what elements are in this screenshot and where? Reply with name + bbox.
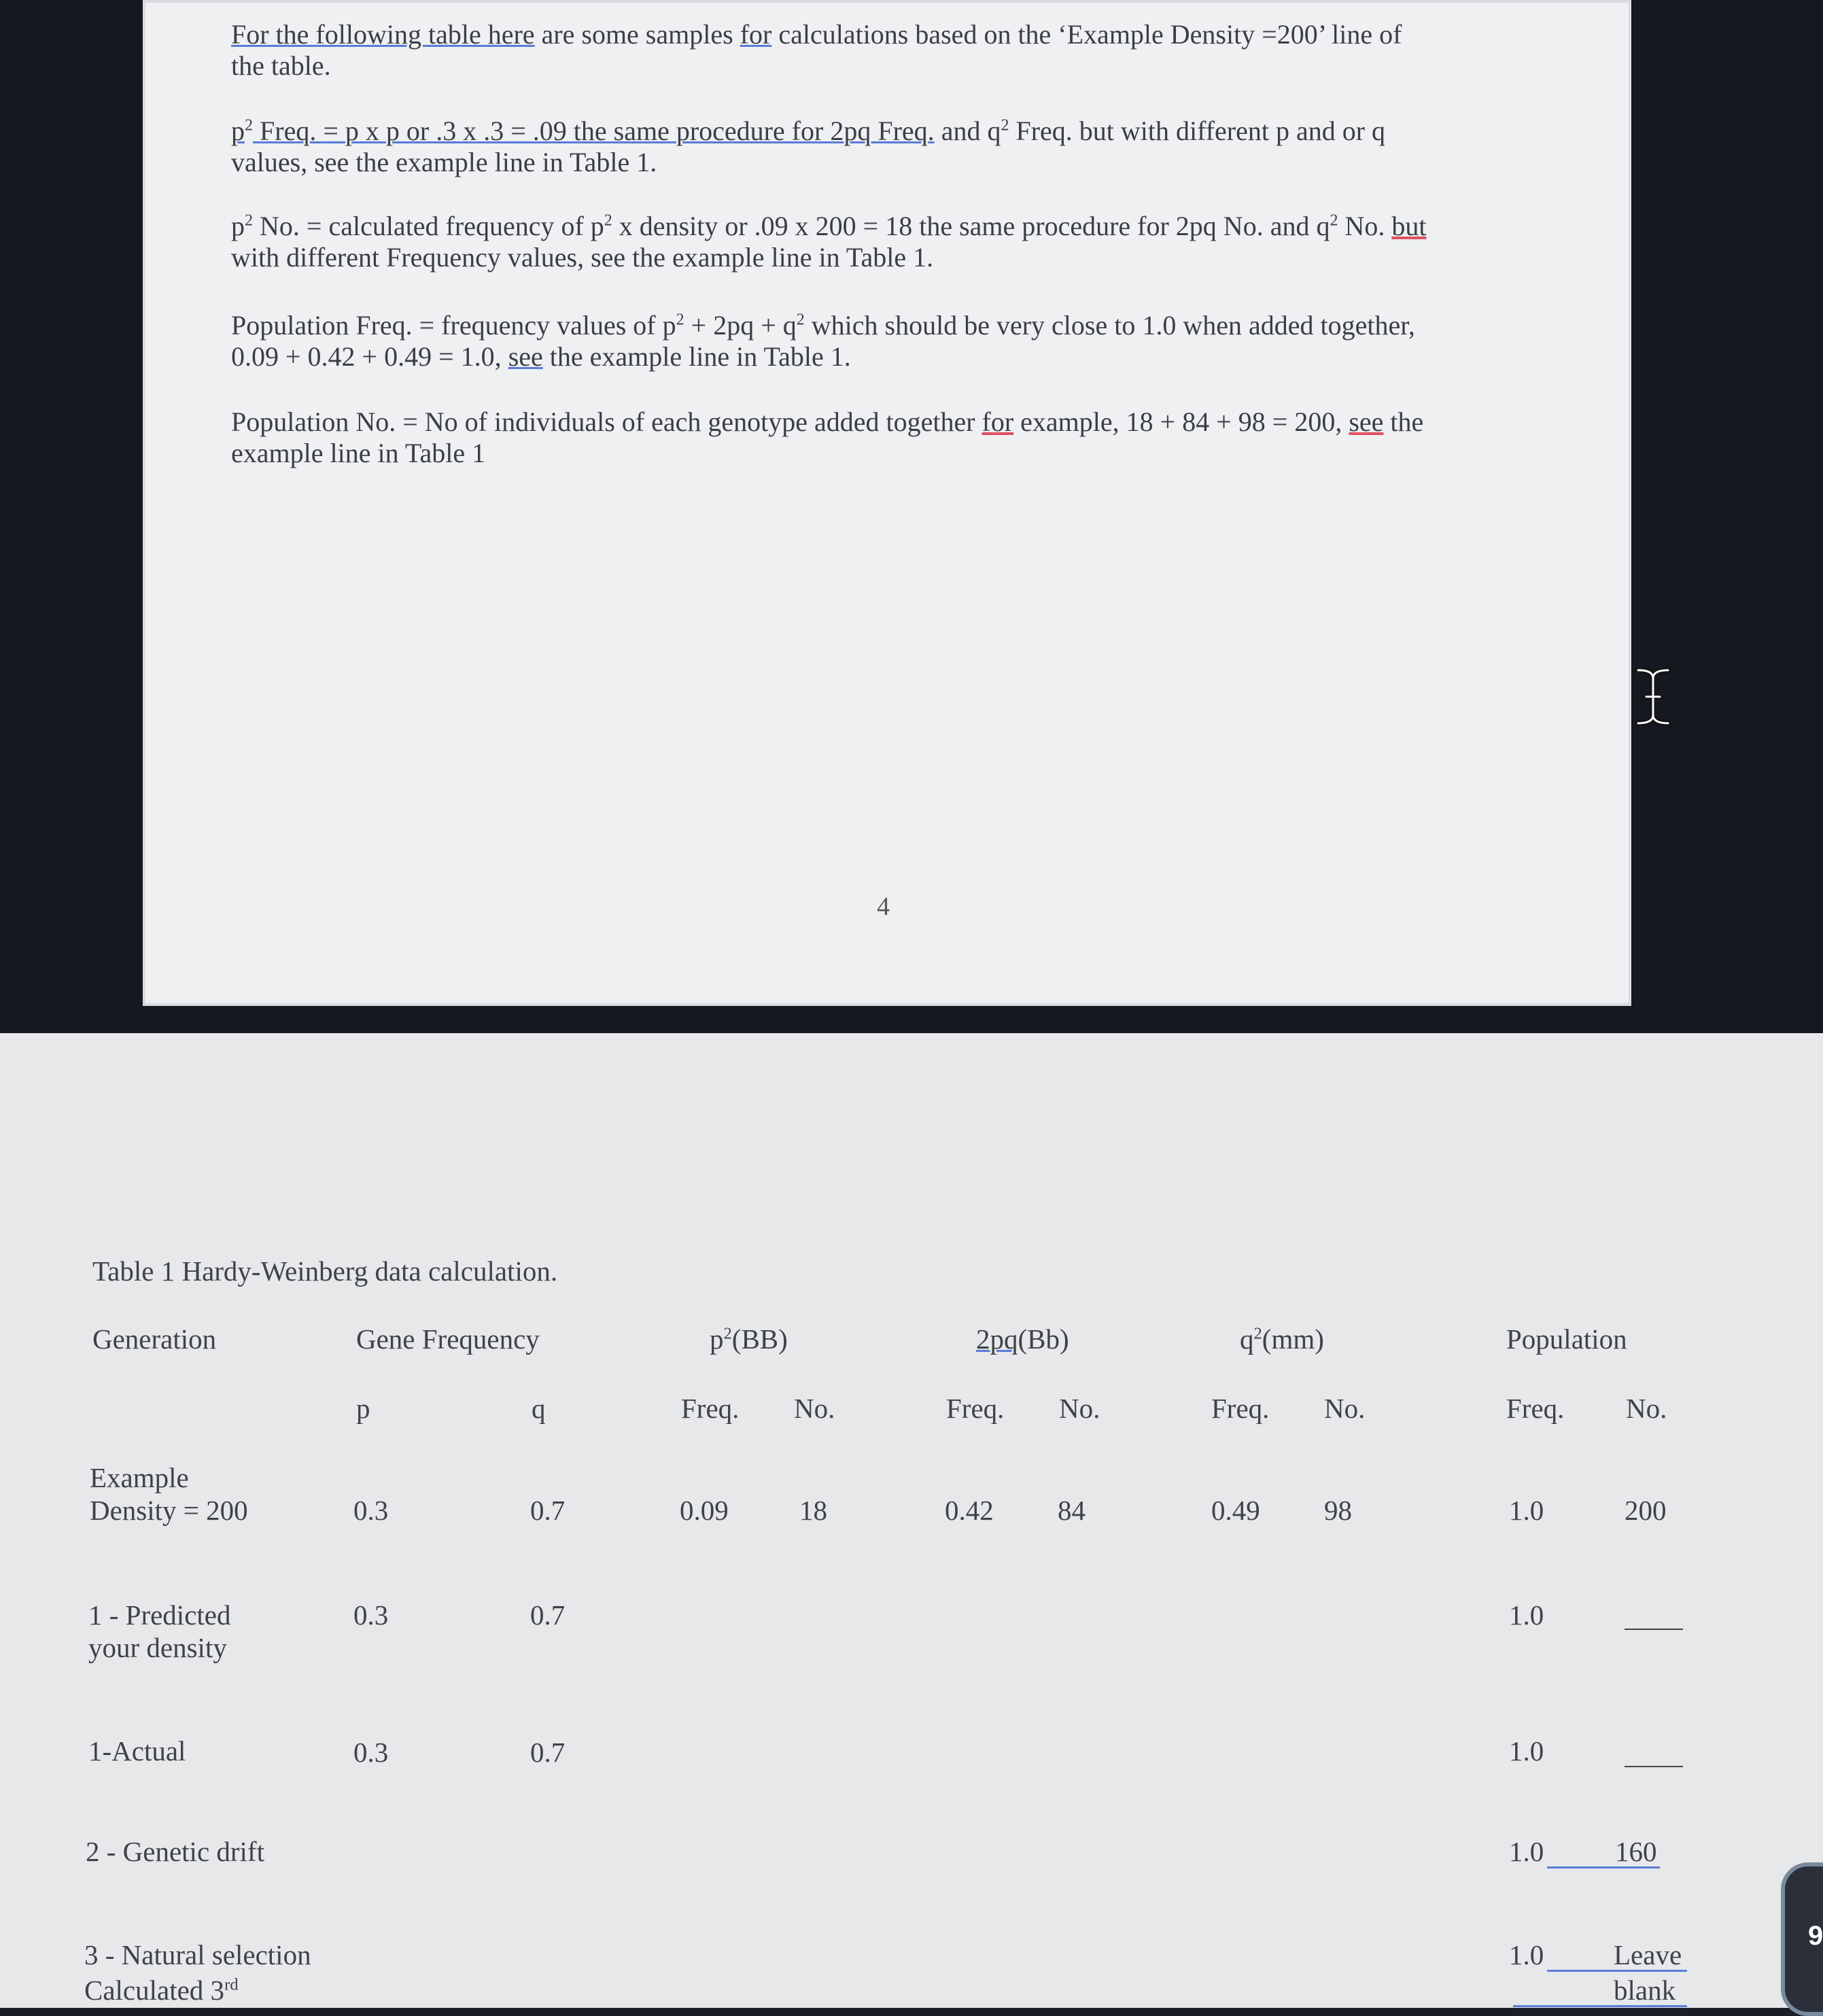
selection-bottom-underline (1513, 2005, 1687, 2007)
predicted-q: 0.7 (530, 1599, 566, 1631)
example-p2-no: 18 (799, 1495, 827, 1526)
example-q: 0.7 (530, 1495, 566, 1526)
subheader-pop-freq: Freq. (1506, 1393, 1565, 1424)
actual-q: 0.7 (530, 1737, 566, 1768)
header-gene-frequency: Gene Frequency (356, 1323, 540, 1355)
selection-pop-no-line1: Leave (1614, 1939, 1682, 1970)
selection-label-line2: Calculated 3rd (84, 1975, 239, 2006)
subheader-p2-freq: Freq. (681, 1393, 740, 1424)
p2-no-paragraph: $p^2$ No. = calculated frequency of $p^2$ x density or .09 x 200 = 18 the same procedure for 2pq No. and $q^2$ No. but with different Frequency values, see the example line in Table 1. (231, 211, 1427, 273)
subheader-q2-no: No. (1324, 1393, 1366, 1424)
table-caption: Table 1 Hardy-Weinberg data calculation. (92, 1255, 558, 1287)
subheader-q2-freq: Freq. (1211, 1393, 1270, 1424)
example-p: 0.3 (353, 1495, 389, 1526)
population-no-paragraph: Population No. = No of individuals of each genotype added together for example, 18 + 84 + 98 = 200, see the example line in Table 1 (231, 406, 1424, 468)
example-q2-no: 98 (1324, 1495, 1352, 1526)
predicted-pop-freq: 1.0 (1509, 1599, 1544, 1631)
header-generation: Generation (92, 1323, 217, 1355)
subheader-p: p (356, 1393, 370, 1424)
p2-freq-paragraph: $p^2$ Freq. = p x p or .3 x .3 = .09 the same procedure for 2pq Freq. and $q^2$ Freq. but with different p and or q values, see the example line in Table 1. (231, 116, 1386, 177)
subheader-2pq-no: No. (1059, 1393, 1100, 1424)
example-2pq-no: 84 (1058, 1495, 1086, 1526)
example-pop-freq: 1.0 (1509, 1495, 1544, 1526)
selection-pop-freq: 1.0 (1509, 1939, 1544, 1970)
drift-label: 2 - Genetic drift (86, 1836, 264, 1867)
actual-p: 0.3 (353, 1737, 389, 1768)
subheader-2pq-freq: Freq. (946, 1393, 1005, 1424)
header-population: Population (1506, 1323, 1627, 1355)
population-freq-paragraph: Population Freq. = frequency values of $p^2 + 2pq + q^2$ which should be very close to 1.0 when added together, 0.09 + 0.42 + 0.49 = 1.0, see the example line in Table 1. (231, 310, 1415, 372)
selection-label-line1: 3 - Natural selection (84, 1939, 311, 1970)
page-number: 4 (877, 892, 890, 921)
actual-pop-no-blank[interactable] (1625, 1766, 1683, 1767)
actual-label: 1-Actual (88, 1735, 186, 1767)
floating-app-badge[interactable]: 9 (1781, 1862, 1823, 2016)
predicted-pop-no-blank[interactable] (1625, 1629, 1683, 1630)
predicted-p: 0.3 (353, 1599, 389, 1631)
selection-pop-no-line2: blank (1614, 1975, 1676, 2006)
intro-paragraph: For the following table here are some samples for calculations based on the ‘Example Density =200’ line of the table. (231, 19, 1402, 81)
example-q2-freq: 0.49 (1211, 1495, 1260, 1526)
subheader-pop-no: No. (1626, 1393, 1667, 1424)
predicted-label-line2: your density (88, 1632, 227, 1663)
header-q2-mm: $q^2(mm)$ (1240, 1323, 1324, 1355)
example-pop-no: 200 (1625, 1495, 1667, 1526)
subheader-p2-no: No. (794, 1393, 835, 1424)
example-2pq-freq: 0.42 (945, 1495, 994, 1526)
example-label-line1: Example (90, 1462, 189, 1493)
drift-pop-freq: 1.0 (1509, 1836, 1544, 1867)
document-page-table (0, 1033, 1823, 2008)
actual-pop-freq: 1.0 (1509, 1735, 1544, 1767)
header-2pq-bb: 2pq(Bb) (976, 1323, 1069, 1355)
predicted-label-line1: 1 - Predicted (88, 1599, 231, 1631)
header-p2-bb: $p^2(BB)$ (710, 1323, 788, 1355)
subheader-q: q (532, 1393, 546, 1424)
example-label-line2: Density = 200 (90, 1495, 248, 1526)
example-p2-freq: 0.09 (680, 1495, 729, 1526)
drift-pop-no: 160 (1615, 1836, 1657, 1867)
text-cursor-icon (1634, 666, 1672, 727)
